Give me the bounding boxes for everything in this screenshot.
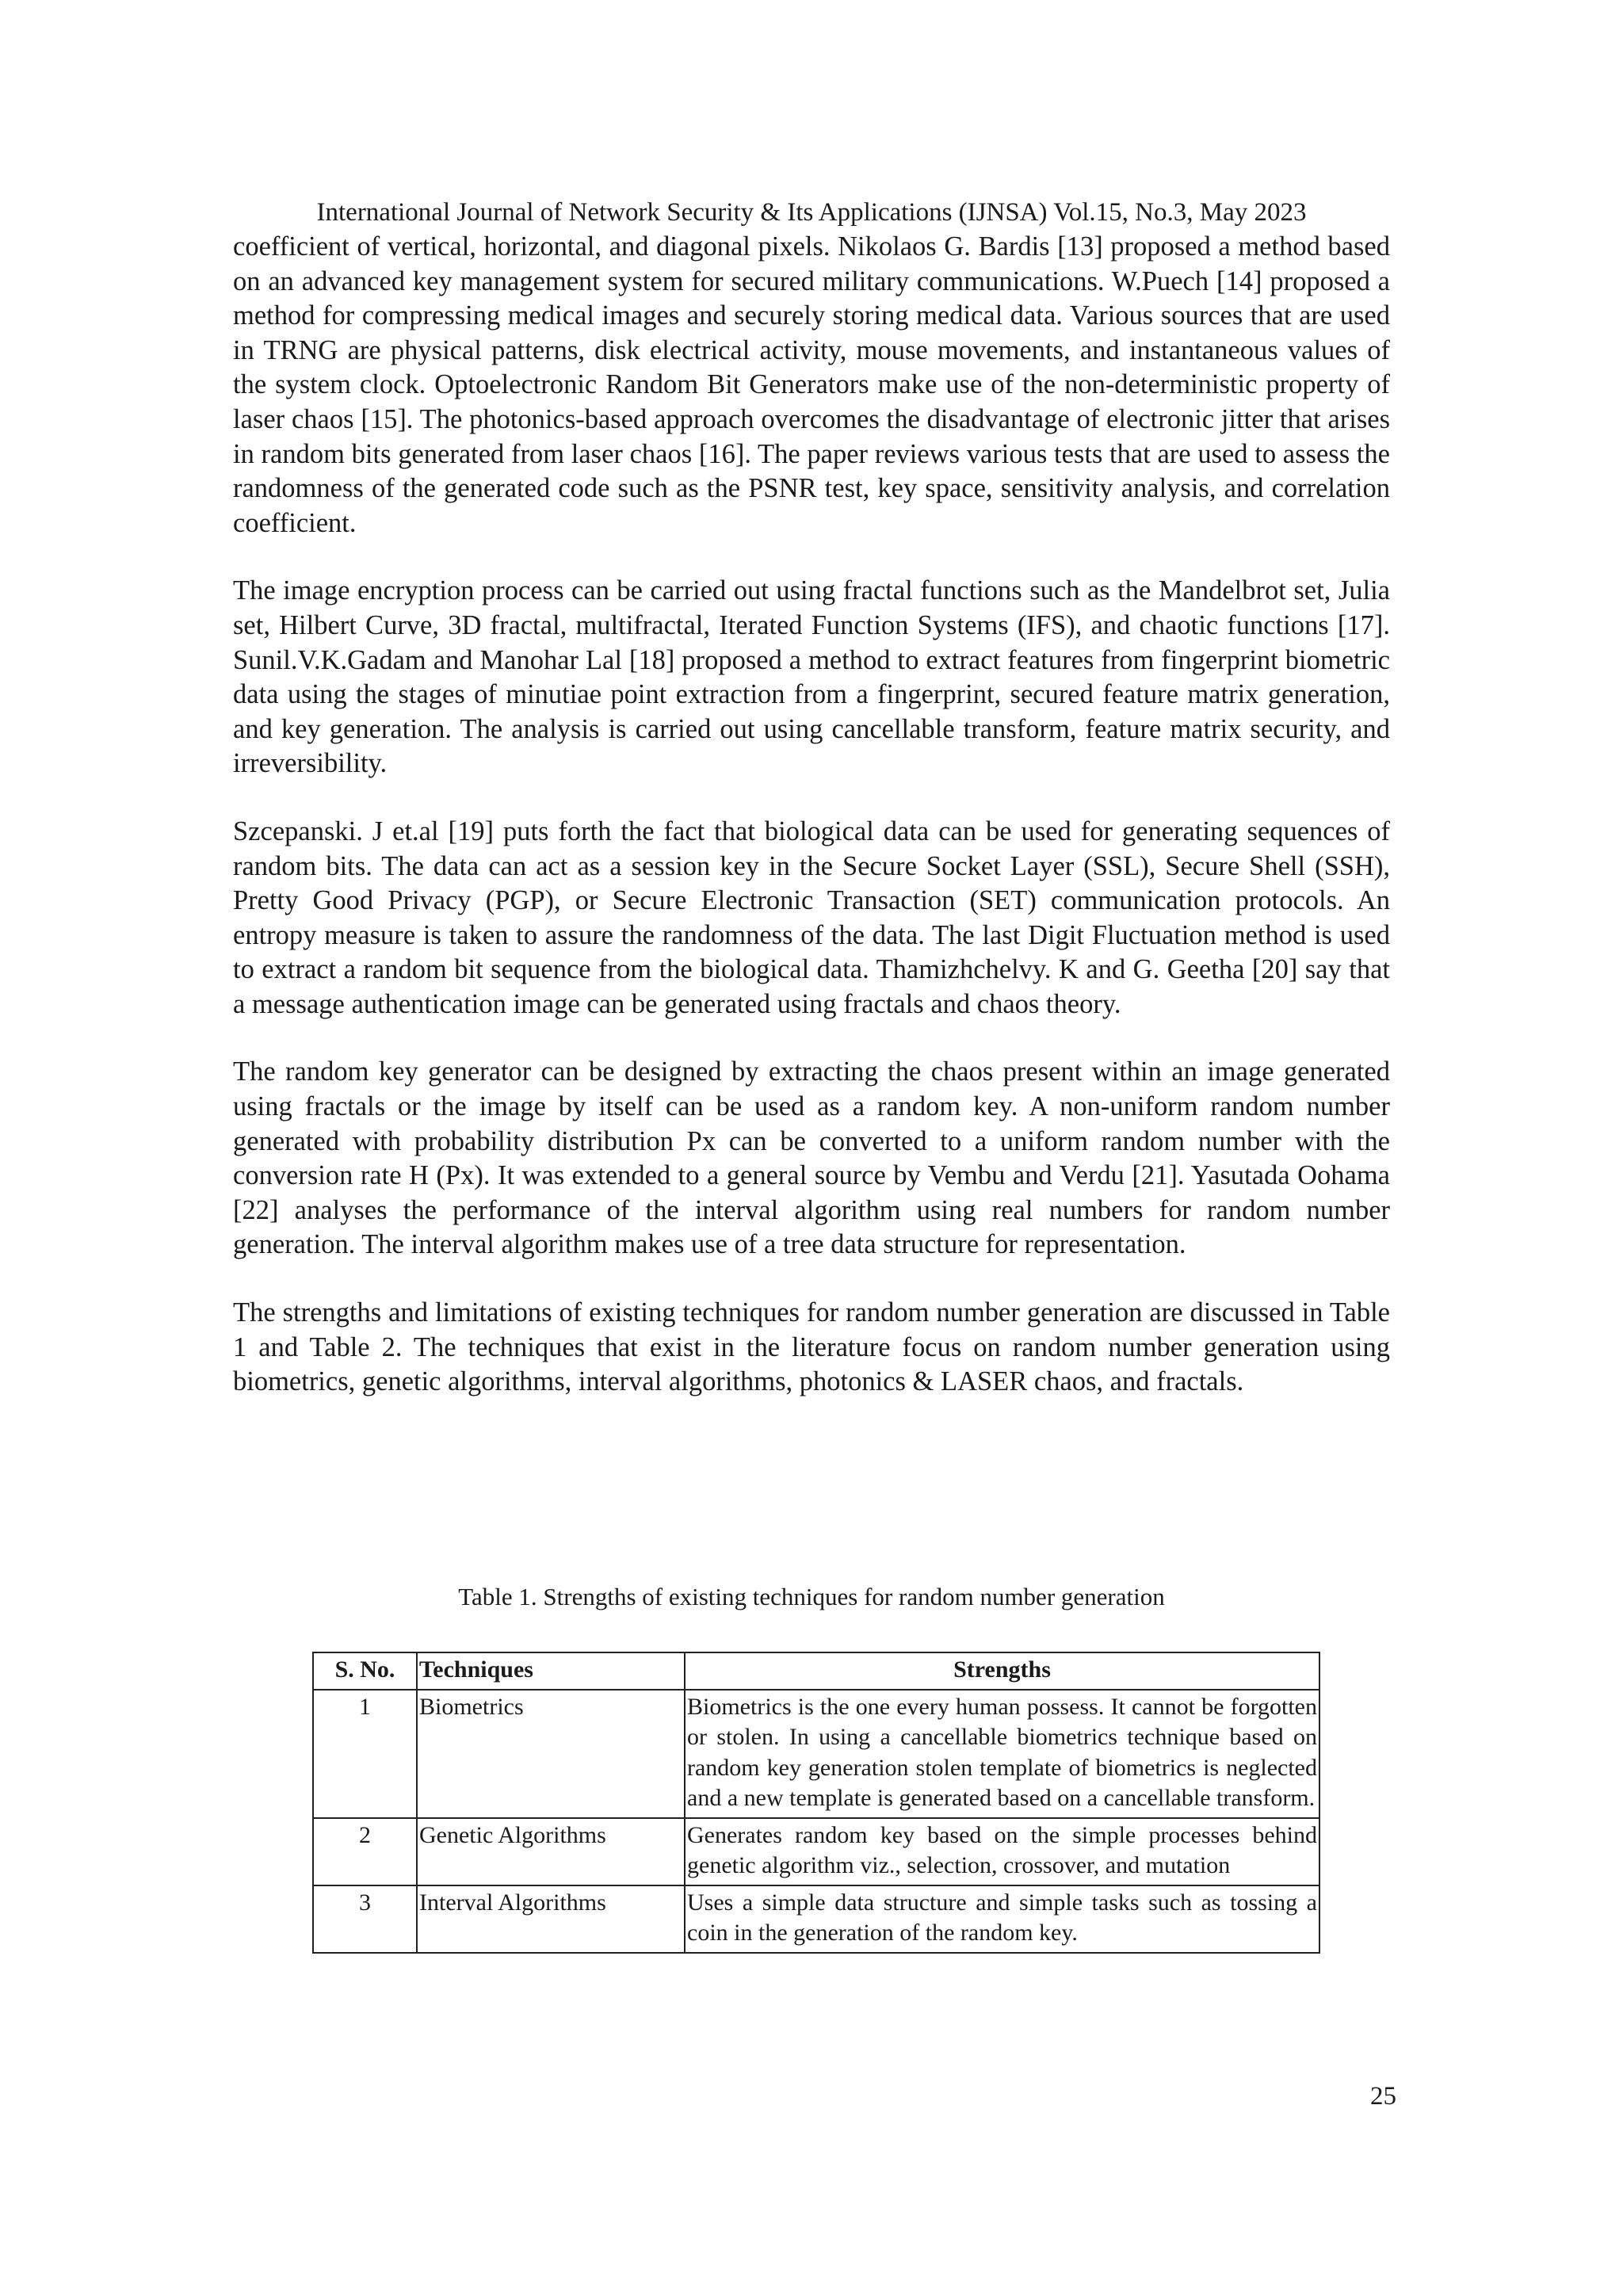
cell-strength: Generates random key based on the simple processes behind genetic algorithm viz., selection, crossover, and mutation (685, 1818, 1319, 1885)
table-header-row (313, 1652, 1319, 1690)
cell-strength: Biometrics is the one every human possess. It cannot be forgotten or stolen. In using a cancellable biometrics technique based on random key generation stolen template of biometrics is neglected and a new template is generated based on a cancellable transform. (685, 1690, 1319, 1818)
cell-sno: 2 (313, 1818, 417, 1885)
table-row (313, 1885, 1319, 1953)
paragraph-1: coefficient of vertical, horizontal, and diagonal pixels. Nikolaos G. Bardis [13] proposed a method based on an advanced key management system for secured military communications. W.Puech [14] proposed a method for compressing medical images and securely storing medical data. Various sources that are used in TRNG are physical patterns, disk electrical activity, mouse movements, and instantaneous values of the system clock. Optoelectronic Random Bit Generators make use of the non-deterministic property of laser chaos [15]. The photonics-based approach overcomes the disadvantage of electronic jitter that arises in random bits generated from laser chaos [16]. The paper reviews various tests that are used to assess the randomness of the generated code such as the PSNR test, key space, sensitivity analysis, and correlation coefficient. (233, 231, 1390, 538)
paragraph-2: The image encryption process can be carried out using fractal functions such as the Mandelbrot set, Julia set, Hilbert Curve, 3D fractal, multifractal, Iterated Function Systems (IFS), and chaotic functions [17]. Sunil.V.K.Gadam and Manohar Lal [18] proposed a method to extract features from fingerprint biometric data using the stages of minutiae point extraction from a fingerprint, secured feature matrix generation, and key generation. The analysis is carried out using cancellable transform, feature matrix security, and irreversibility. (233, 575, 1390, 779)
paragraph-5: The strengths and limitations of existing techniques for random number generation are discussed in Table 1 and Table 2. The techniques that exist in the literature focus on random number generation using biometrics, genetic algorithms, interval algorithms, photonics & LASER chaos, and fractals. (233, 1297, 1390, 1397)
cell-sno: 1 (313, 1690, 417, 1818)
header-strengths: Strengths (685, 1652, 1319, 1690)
cell-sno: 3 (313, 1885, 417, 1953)
header-sno: S. No. (313, 1652, 417, 1690)
cell-technique: Biometrics (417, 1690, 685, 1818)
table-caption: Table 1. Strengths of existing techniques for random number generation (458, 1583, 1165, 1610)
table-row (313, 1690, 1319, 1818)
paragraph-3: Szcepanski. J et.al [19] puts forth the fact that biological data can be used for generating sequences of random bits. The data can act as a session key in the Secure Socket Layer (SSL), Secure Shell (SSH), Pretty Good Privacy (PGP), or Secure Electronic Transaction (SET) communication protocols. An entropy measure is taken to assure the randomness of the data. The last Digit Fluctuation method is used to extract a random bit sequence from the biological data. Thamizhchelvy. K and G. Geetha [20] say that a message authentication image can be generated using fractals and chaos theory. (233, 816, 1390, 1019)
page-number: 25 (1370, 2082, 1396, 2111)
table-row (313, 1818, 1319, 1885)
strengths-table (312, 1652, 1320, 1954)
header-techniques: Techniques (417, 1652, 685, 1690)
paragraph-4: The random key generator can be designed by extracting the chaos present within an image generated using fractals or the image by itself can be used as a random key. A non-uniform random number generated with probability distribution Px can be converted to a uniform random number with the conversion rate H (Px). It was extended to a general source by Vembu and Verdu [21]. Yasutada Oohama [22] analyses the performance of the interval algorithm using real numbers for random number generation. The interval algorithm makes use of a tree data structure for representation. (233, 1056, 1390, 1260)
cell-technique: Interval Algorithms (417, 1885, 685, 1953)
body-text (233, 230, 1390, 1433)
cell-technique: Genetic Algorithms (417, 1818, 685, 1885)
cell-strength: Uses a simple data structure and simple tasks such as tossing a coin in the generation of the random key. (685, 1885, 1319, 1953)
running-header: International Journal of Network Security & Its Applications (IJNSA) Vol.15, No.3, May 2023 (316, 198, 1307, 227)
